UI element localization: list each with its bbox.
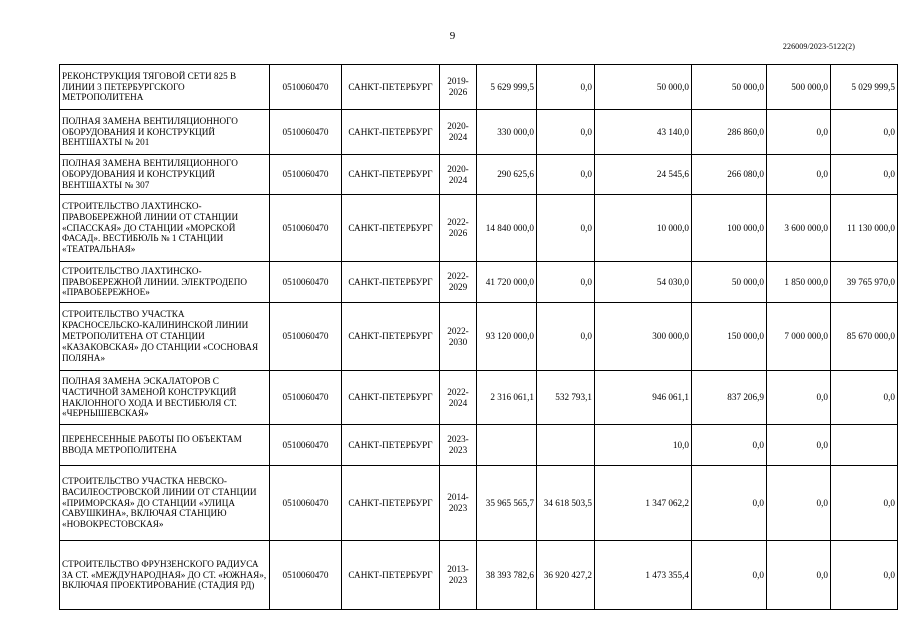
total-cell <box>477 425 537 466</box>
value-1-cell: 0,0 <box>537 262 595 303</box>
table-row <box>60 262 898 303</box>
table-row <box>60 303 898 371</box>
table-row <box>60 155 898 195</box>
value-3-cell: 0,0 <box>692 425 767 466</box>
value-5-cell: 0,0 <box>831 541 898 610</box>
value-5-cell: 0,0 <box>831 466 898 541</box>
value-2-cell: 300 000,0 <box>595 303 692 371</box>
total-cell: 35 965 565,7 <box>477 466 537 541</box>
years-cell: 2023-2023 <box>440 425 477 466</box>
value-5-cell: 39 765 970,0 <box>831 262 898 303</box>
years-cell: 2022-2026 <box>440 195 477 262</box>
years-cell: 2020-2024 <box>440 155 477 195</box>
years-cell: 2019-2026 <box>440 65 477 110</box>
total-cell: 14 840 000,0 <box>477 195 537 262</box>
object-name-cell: ПЕРЕНЕСЕННЫЕ РАБОТЫ ПО ОБЪЕКТАМ ВВОДА МЕТРОПОЛИТЕНА <box>60 425 270 466</box>
code-cell: 0510060470 <box>270 466 342 541</box>
value-4-cell: 0,0 <box>767 110 831 155</box>
value-5-cell: 85 670 000,0 <box>831 303 898 371</box>
code-cell: 0510060470 <box>270 65 342 110</box>
table-row <box>60 466 898 541</box>
code-cell: 0510060470 <box>270 425 342 466</box>
object-name-cell: СТРОИТЕЛЬСТВО ЛАХТИНСКО-ПРАВОБЕРЕЖНОЙ ЛИНИИ. ЭЛЕКТРОДЕПО «ПРАВОБЕРЕЖНОЕ» <box>60 262 270 303</box>
object-name-cell: СТРОИТЕЛЬСТВО УЧАСТКА КРАСНОСЕЛЬСКО-КАЛИНИНСКОЙ ЛИНИИ МЕТРОПОЛИТЕНА ОТ СТАНЦИИ «КАЗАКОВСКАЯ» ДО СТАНЦИИ «СОСНОВАЯ ПОЛЯНА» <box>60 303 270 371</box>
total-cell: 5 629 999,5 <box>477 65 537 110</box>
code-cell: 0510060470 <box>270 155 342 195</box>
object-name-cell: РЕКОНСТРУКЦИЯ ТЯГОВОЙ СЕТИ 825 В ЛИНИИ 3 ПЕТЕРБУРГСКОГО МЕТРОПОЛИТЕНА <box>60 65 270 110</box>
value-4-cell: 1 850 000,0 <box>767 262 831 303</box>
code-cell: 0510060470 <box>270 262 342 303</box>
value-3-cell: 0,0 <box>692 466 767 541</box>
value-3-cell: 266 080,0 <box>692 155 767 195</box>
value-5-cell <box>831 425 898 466</box>
value-2-cell: 54 030,0 <box>595 262 692 303</box>
place-cell: САНКТ-ПЕТЕРБУРГ <box>342 541 440 610</box>
table-row <box>60 425 898 466</box>
value-5-cell: 0,0 <box>831 155 898 195</box>
place-cell: САНКТ-ПЕТЕРБУРГ <box>342 155 440 195</box>
value-1-cell: 0,0 <box>537 195 595 262</box>
value-4-cell: 0,0 <box>767 371 831 425</box>
value-3-cell: 837 206,9 <box>692 371 767 425</box>
value-2-cell: 50 000,0 <box>595 65 692 110</box>
place-cell: САНКТ-ПЕТЕРБУРГ <box>342 110 440 155</box>
value-1-cell: 0,0 <box>537 155 595 195</box>
value-2-cell: 10 000,0 <box>595 195 692 262</box>
object-name-cell: СТРОИТЕЛЬСТВО ФРУНЗЕНСКОГО РАДИУСА ЗА СТ. «МЕЖДУНАРОДНАЯ» ДО СТ. «ЮЖНАЯ», ВКЛЮЧАЯ ПРОЕКТИРОВАНИЕ (СТАДИЯ РД) <box>60 541 270 610</box>
table-row <box>60 371 898 425</box>
total-cell: 41 720 000,0 <box>477 262 537 303</box>
table-row <box>60 65 898 110</box>
value-4-cell: 0,0 <box>767 155 831 195</box>
value-1-cell: 36 920 427,2 <box>537 541 595 610</box>
total-cell: 290 625,6 <box>477 155 537 195</box>
value-1-cell: 0,0 <box>537 65 595 110</box>
object-name-cell: ПОЛНАЯ ЗАМЕНА ВЕНТИЛЯЦИОННОГО ОБОРУДОВАНИЯ И КОНСТРУКЦИЙ ВЕНТШАХТЫ № 201 <box>60 110 270 155</box>
projects-table <box>59 64 898 610</box>
years-cell: 2014-2023 <box>440 466 477 541</box>
total-cell: 38 393 782,6 <box>477 541 537 610</box>
place-cell: САНКТ-ПЕТЕРБУРГ <box>342 303 440 371</box>
place-cell: САНКТ-ПЕТЕРБУРГ <box>342 262 440 303</box>
years-cell: 2022-2024 <box>440 371 477 425</box>
page-number: 9 <box>449 30 456 42</box>
table-row <box>60 110 898 155</box>
value-3-cell: 50 000,0 <box>692 65 767 110</box>
value-2-cell: 24 545,6 <box>595 155 692 195</box>
value-3-cell: 50 000,0 <box>692 262 767 303</box>
code-cell: 0510060470 <box>270 110 342 155</box>
total-cell: 330 000,0 <box>477 110 537 155</box>
value-3-cell: 286 860,0 <box>692 110 767 155</box>
object-name-cell: СТРОИТЕЛЬСТВО ЛАХТИНСКО-ПРАВОБЕРЕЖНОЙ ЛИНИИ ОТ СТАНЦИИ «СПАССКАЯ» ДО СТАНЦИИ «МОРСКОЙ ФАСАД». ВЕСТИБЮЛЬ № 1 СТАНЦИИ «ТЕАТРАЛЬНАЯ» <box>60 195 270 262</box>
value-4-cell: 0,0 <box>767 425 831 466</box>
value-4-cell: 3 600 000,0 <box>767 195 831 262</box>
value-3-cell: 100 000,0 <box>692 195 767 262</box>
code-cell: 0510060470 <box>270 303 342 371</box>
object-name-cell: ПОЛНАЯ ЗАМЕНА ВЕНТИЛЯЦИОННОГО ОБОРУДОВАНИЯ И КОНСТРУКЦИЙ ВЕНТШАХТЫ № 307 <box>60 155 270 195</box>
value-2-cell: 1 473 355,4 <box>595 541 692 610</box>
years-cell: 2022-2029 <box>440 262 477 303</box>
value-1-cell <box>537 425 595 466</box>
place-cell: САНКТ-ПЕТЕРБУРГ <box>342 195 440 262</box>
value-1-cell: 34 618 503,5 <box>537 466 595 541</box>
value-2-cell: 10,0 <box>595 425 692 466</box>
total-cell: 2 316 061,1 <box>477 371 537 425</box>
object-name-cell: ПОЛНАЯ ЗАМЕНА ЭСКАЛАТОРОВ С ЧАСТИЧНОЙ ЗАМЕНОЙ КОНСТРУКЦИЙ НАКЛОННОГО ХОДА И ВЕСТИБЮЛЯ СТ. «ЧЕРНЫШЕВСКАЯ» <box>60 371 270 425</box>
value-2-cell: 946 061,1 <box>595 371 692 425</box>
value-3-cell: 150 000,0 <box>692 303 767 371</box>
value-1-cell: 0,0 <box>537 110 595 155</box>
value-4-cell: 0,0 <box>767 541 831 610</box>
value-1-cell: 0,0 <box>537 303 595 371</box>
years-cell: 2013-2023 <box>440 541 477 610</box>
table-row <box>60 541 898 610</box>
value-5-cell: 5 029 999,5 <box>831 65 898 110</box>
value-5-cell: 11 130 000,0 <box>831 195 898 262</box>
value-2-cell: 1 347 062,2 <box>595 466 692 541</box>
years-cell: 2022-2030 <box>440 303 477 371</box>
place-cell: САНКТ-ПЕТЕРБУРГ <box>342 371 440 425</box>
code-cell: 0510060470 <box>270 195 342 262</box>
document-id: 226009/2023-5122(2) <box>782 42 855 51</box>
value-5-cell: 0,0 <box>831 371 898 425</box>
value-1-cell: 532 793,1 <box>537 371 595 425</box>
object-name-cell: СТРОИТЕЛЬСТВО УЧАСТКА НЕВСКО-ВАСИЛЕОСТРОВСКОЙ ЛИНИИ ОТ СТАНЦИИ «ПРИМОРСКАЯ» ДО СТАНЦИИ «УЛИЦА САВУШКИНА», ВКЛЮЧАЯ СТАНЦИЮ «НОВОКРЕСТОВСКАЯ» <box>60 466 270 541</box>
place-cell: САНКТ-ПЕТЕРБУРГ <box>342 466 440 541</box>
value-4-cell: 0,0 <box>767 466 831 541</box>
value-5-cell: 0,0 <box>831 110 898 155</box>
place-cell: САНКТ-ПЕТЕРБУРГ <box>342 425 440 466</box>
code-cell: 0510060470 <box>270 541 342 610</box>
value-4-cell: 7 000 000,0 <box>767 303 831 371</box>
value-4-cell: 500 000,0 <box>767 65 831 110</box>
total-cell: 93 120 000,0 <box>477 303 537 371</box>
value-3-cell: 0,0 <box>692 541 767 610</box>
table-row <box>60 195 898 262</box>
value-2-cell: 43 140,0 <box>595 110 692 155</box>
code-cell: 0510060470 <box>270 371 342 425</box>
years-cell: 2020-2024 <box>440 110 477 155</box>
place-cell: САНКТ-ПЕТЕРБУРГ <box>342 65 440 110</box>
